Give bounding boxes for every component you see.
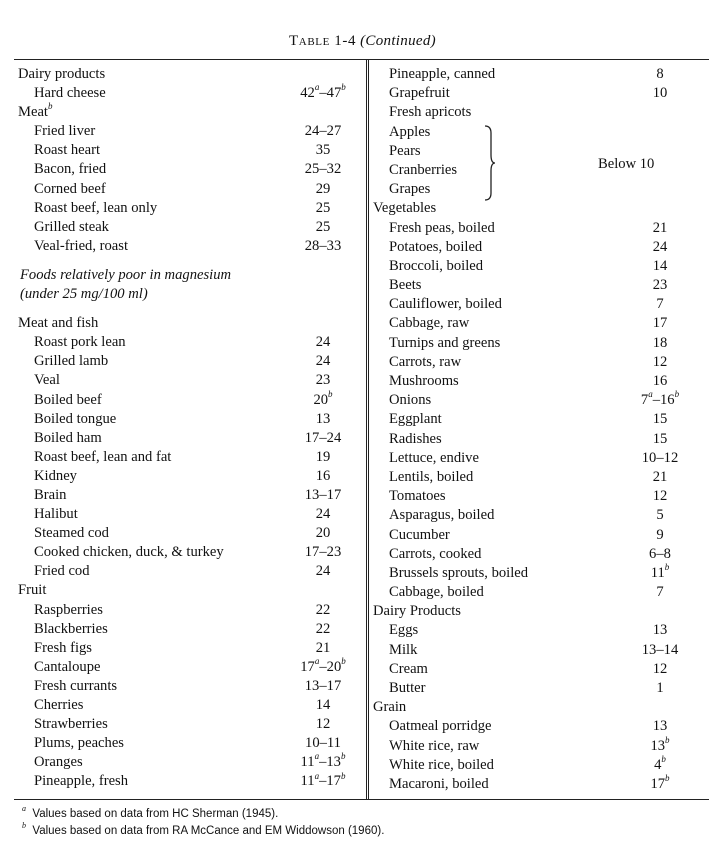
magnesium-value: 17 xyxy=(652,315,668,332)
table-row xyxy=(18,655,360,677)
food-label: (under 25 mg/100 ml) xyxy=(20,286,148,303)
food-label: Tomatoes xyxy=(389,488,446,505)
table-row xyxy=(373,564,698,583)
table-continued-label: (Continued) xyxy=(360,33,436,49)
magnesium-value: 13–17 xyxy=(304,677,342,694)
table-title xyxy=(0,33,725,50)
footnote-ref: b xyxy=(674,389,680,400)
food-label: Potatoes, boiled xyxy=(389,238,483,255)
table-row xyxy=(18,772,360,791)
table-row xyxy=(18,237,360,256)
food-label: Raspberries xyxy=(34,601,103,618)
table-row xyxy=(18,199,360,218)
food-label: Roast beef, lean only xyxy=(34,199,158,216)
magnesium-value: 18 xyxy=(652,334,668,351)
category-row xyxy=(18,581,360,600)
table-row xyxy=(18,352,360,371)
food-label: Pineapple, fresh xyxy=(34,773,129,790)
table-row xyxy=(373,775,698,794)
table-row xyxy=(373,391,698,410)
table-row xyxy=(18,734,360,753)
table-row xyxy=(373,526,698,545)
food-label: Dairy Products xyxy=(373,603,461,620)
food-label: Pineapple, canned xyxy=(389,66,496,82)
food-label: Oranges xyxy=(34,754,83,771)
food-label: Grapes xyxy=(389,181,431,198)
footnote-ref: a xyxy=(314,751,320,762)
food-label: Fried cod xyxy=(34,563,90,580)
food-label: Fresh figs xyxy=(34,639,92,656)
food-label: Fresh currants xyxy=(34,677,118,694)
food-label: Cream xyxy=(389,660,428,677)
table-row xyxy=(373,506,698,525)
table-row xyxy=(18,620,360,639)
table-row xyxy=(373,276,698,295)
table-row xyxy=(373,734,698,756)
food-label: Beets xyxy=(389,277,422,294)
magnesium-value: 7 xyxy=(656,296,664,313)
magnesium-value: 17–23 xyxy=(304,544,342,561)
food-label: Strawberries xyxy=(34,716,108,733)
food-label: White rice, boiled xyxy=(389,756,494,773)
note-row xyxy=(18,266,360,285)
food-label: Meat and fish xyxy=(18,315,99,332)
food-label: Meat$^b$ xyxy=(18,101,53,121)
food-label: Kidney xyxy=(34,467,77,484)
food-label: Cabbage, boiled xyxy=(389,584,484,601)
footnote-ref: b xyxy=(665,773,670,784)
magnesium-value: 24 xyxy=(315,353,331,370)
table-row xyxy=(373,717,698,736)
bracket-value: Below 10 xyxy=(598,156,655,172)
table-row xyxy=(373,430,698,449)
magnesium-value: 22 xyxy=(315,620,331,637)
magnesium-value: 24–27 xyxy=(304,123,342,140)
food-label: Mushrooms xyxy=(389,373,459,389)
category-row xyxy=(18,65,360,84)
magnesium-value: 6–8 xyxy=(649,545,671,562)
footnote-mark: b xyxy=(22,821,26,831)
magnesium-value: 24 xyxy=(652,238,668,255)
food-label: Lettuce, endive xyxy=(389,449,479,466)
magnesium-value: 13–14 xyxy=(641,641,679,658)
food-label: Cherries xyxy=(34,697,84,713)
table-row xyxy=(373,487,698,506)
food-label: Onions xyxy=(389,392,432,409)
food-label: Grain xyxy=(373,699,407,716)
magnesium-value: 28–33 xyxy=(304,237,342,254)
magnesium-value: 16 xyxy=(652,373,668,389)
magnesium-value: 22 xyxy=(315,601,331,618)
magnesium-value: 10–12 xyxy=(641,449,679,466)
table-row xyxy=(373,545,698,564)
category-row xyxy=(373,602,698,621)
food-label: Boiled tongue xyxy=(34,410,117,427)
table-row xyxy=(373,257,698,276)
table-row xyxy=(18,467,360,486)
magnesium-value: 13 xyxy=(652,622,668,639)
magnesium-value: 29 xyxy=(315,180,331,197)
food-label: Eggs xyxy=(389,622,419,639)
spacer xyxy=(18,256,360,266)
magnesium-value: 12 xyxy=(652,353,668,370)
food-label: Cantaloupe xyxy=(34,658,101,675)
table-row xyxy=(18,333,360,352)
magnesium-value: 15 xyxy=(652,430,668,447)
table-row xyxy=(373,621,698,640)
food-label: Grapefruit xyxy=(389,85,450,102)
footnote-ref: b xyxy=(340,770,346,781)
magnesium-value: 13–17 xyxy=(304,486,342,503)
magnesium-value: 11$^b$ xyxy=(650,562,670,581)
food-label: Cabbage, raw xyxy=(389,315,470,332)
magnesium-value: 24 xyxy=(315,506,331,523)
food-label: Hard cheese xyxy=(34,85,106,102)
table-row xyxy=(373,679,698,698)
table-row xyxy=(373,468,698,487)
table-row xyxy=(18,753,360,772)
magnesium-value: 13$^b$ xyxy=(650,734,670,754)
table-row xyxy=(373,753,698,775)
food-label: Fruit xyxy=(18,582,47,599)
footnote-ref: a xyxy=(314,82,320,93)
food-label: Vegetables xyxy=(373,200,437,217)
food-label: Roast pork lean xyxy=(34,334,126,351)
magnesium-value: 5 xyxy=(656,507,664,524)
food-label: Carrots, raw xyxy=(389,353,462,370)
food-label: Foods relatively poor in magnesium xyxy=(20,266,232,283)
magnesium-value: 42$^a$–47$^b$ xyxy=(300,82,346,102)
table-row xyxy=(18,141,360,160)
table-row xyxy=(373,295,698,314)
table-row xyxy=(373,641,698,660)
magnesium-value: 14 xyxy=(652,257,668,274)
food-label: Cooked chicken, duck, & turkey xyxy=(34,544,224,561)
food-label: Cucumber xyxy=(389,526,450,543)
magnesium-value: 20$^b$ xyxy=(313,388,333,408)
food-label: Brain xyxy=(34,486,67,503)
food-label: Pears xyxy=(389,142,421,159)
food-label: Broccoli, boiled xyxy=(389,257,484,274)
magnesium-value: 13 xyxy=(652,718,668,735)
magnesium-value: 15 xyxy=(652,411,668,428)
food-label: Grilled lamb xyxy=(34,353,109,370)
magnesium-value: 17–24 xyxy=(304,429,342,446)
table-row xyxy=(373,103,698,122)
footnote-a xyxy=(22,804,279,820)
magnesium-value: 17$^a$–20$^b$ xyxy=(300,655,346,675)
footnote-text: Values based on data from RA McCance and EM Widdowson (1960). xyxy=(32,825,385,837)
magnesium-value: 24 xyxy=(315,334,331,351)
food-label: Roast heart xyxy=(34,142,101,159)
table-row xyxy=(18,84,360,103)
table-row xyxy=(18,601,360,620)
table-row xyxy=(18,122,360,141)
table-row xyxy=(18,218,360,237)
magnesium-value: 8 xyxy=(656,66,664,82)
table-row xyxy=(18,486,360,505)
food-label: Steamed cod xyxy=(34,525,109,542)
footnote-mark: a xyxy=(22,804,26,814)
footnote-ref: b xyxy=(664,562,670,573)
footnote-b xyxy=(22,821,385,837)
table-row xyxy=(18,410,360,429)
magnesium-value: 11$^a$–17$^b$ xyxy=(300,770,346,790)
food-label: Oatmeal porridge xyxy=(389,718,492,735)
footnote-ref: a xyxy=(648,389,653,400)
food-label: Macaroni, boiled xyxy=(389,775,489,792)
food-label: Cauliflower, boiled xyxy=(389,296,502,313)
table-bottom-rule xyxy=(14,799,709,800)
magnesium-value: 20 xyxy=(315,525,331,542)
magnesium-value: 7$^a$–16$^b$ xyxy=(640,389,680,409)
magnesium-value: 25–32 xyxy=(304,161,342,178)
magnesium-value: 23 xyxy=(652,277,668,294)
left-column xyxy=(18,65,360,791)
food-label: Radishes xyxy=(389,430,442,447)
food-label: Bacon, fried xyxy=(34,161,107,178)
food-label: Turnips and greens xyxy=(389,334,501,351)
note-row xyxy=(18,285,360,304)
magnesium-value: 7 xyxy=(656,584,664,601)
magnesium-value: 1 xyxy=(656,680,664,696)
table-row xyxy=(373,238,698,257)
magnesium-value: 21 xyxy=(315,639,331,656)
magnesium-value: 11$^a$–13$^b$ xyxy=(300,751,346,771)
table-row xyxy=(18,448,360,467)
magnesium-value: 21 xyxy=(652,219,668,236)
table-row xyxy=(18,543,360,562)
category-row xyxy=(373,698,698,717)
category-row xyxy=(18,103,360,122)
table-row xyxy=(373,123,698,142)
table-row xyxy=(373,353,698,372)
table-row xyxy=(18,562,360,581)
food-label: Lentils, boiled xyxy=(389,468,474,485)
food-label: Cranberries xyxy=(389,161,458,178)
footnote-ref: b xyxy=(665,734,670,745)
food-label: Blackberries xyxy=(34,620,108,637)
footnote-ref: b xyxy=(661,753,666,764)
magnesium-value: 10–11 xyxy=(305,735,341,752)
magnesium-value: 10 xyxy=(652,85,668,102)
food-label: Butter xyxy=(389,680,426,696)
table-row xyxy=(18,505,360,524)
table-number: Table 1-4 xyxy=(289,33,357,49)
food-label: Roast beef, lean and fat xyxy=(34,448,172,465)
food-label: Boiled beef xyxy=(34,391,102,408)
table-row xyxy=(18,160,360,179)
magnesium-value: 24 xyxy=(315,563,331,580)
food-label: Fresh peas, boiled xyxy=(389,219,495,236)
table-row xyxy=(18,696,360,715)
table-row xyxy=(18,429,360,448)
footnote-ref: b xyxy=(341,82,346,93)
magnesium-value: 25 xyxy=(315,218,331,235)
food-label: Grilled steak xyxy=(34,218,109,235)
food-label: Brussels sprouts, boiled xyxy=(389,564,529,581)
food-label: Dairy products xyxy=(18,66,106,82)
magnesium-value: 14 xyxy=(315,697,331,713)
magnesium-value: 12 xyxy=(652,488,668,505)
magnesium-value: 12 xyxy=(652,660,668,677)
food-label: Milk xyxy=(389,641,418,658)
magnesium-value: 12 xyxy=(315,716,331,733)
food-label: Plums, peaches xyxy=(34,735,124,752)
table-row xyxy=(373,334,698,353)
food-label: Veal-fried, roast xyxy=(34,237,129,254)
right-column xyxy=(373,65,698,794)
footnote-ref: b xyxy=(341,655,346,666)
table-row xyxy=(18,715,360,734)
food-label: Apples xyxy=(389,123,431,140)
table-row xyxy=(18,180,360,199)
footnote-ref: b xyxy=(340,751,346,762)
table-row xyxy=(373,219,698,238)
footnote-ref: a xyxy=(314,770,320,781)
magnesium-value: 19 xyxy=(315,448,331,465)
magnesium-value: 25 xyxy=(315,199,331,216)
table-row xyxy=(18,677,360,696)
category-row xyxy=(18,314,360,333)
table-row xyxy=(373,583,698,602)
category-row xyxy=(373,199,698,218)
magnesium-value: 35 xyxy=(315,142,331,159)
food-label: Veal xyxy=(34,372,60,389)
table-row xyxy=(373,65,698,84)
food-label: White rice, raw xyxy=(389,737,480,754)
column-divider xyxy=(366,60,369,799)
table-row xyxy=(18,371,360,390)
table-row xyxy=(373,410,698,429)
footnote-ref: b xyxy=(48,101,53,112)
magnesium-value: 23 xyxy=(315,372,331,389)
footnote-ref: b xyxy=(328,388,333,399)
footnote-ref: a xyxy=(314,655,320,666)
table-row xyxy=(373,660,698,679)
table-row xyxy=(373,84,698,103)
table-top-rule xyxy=(14,59,709,60)
table-row xyxy=(373,449,698,468)
magnesium-value: 9 xyxy=(656,526,664,543)
magnesium-value: 21 xyxy=(652,468,668,485)
food-label: Asparagus, boiled xyxy=(389,507,495,524)
spacer xyxy=(18,304,360,314)
table-row xyxy=(18,524,360,543)
table-row xyxy=(18,639,360,658)
magnesium-value: 4$^b$ xyxy=(654,753,666,773)
table-row xyxy=(373,180,698,199)
table-row xyxy=(373,314,698,333)
food-label: Halibut xyxy=(34,506,78,523)
food-label: Carrots, cooked xyxy=(389,545,482,562)
table-row xyxy=(18,388,360,410)
footnote-text: Values based on data from HC Sherman (1945). xyxy=(32,808,279,820)
right-brace xyxy=(484,125,496,201)
magnesium-value: 16 xyxy=(315,467,331,484)
food-label: Fried liver xyxy=(34,123,96,140)
magnesium-value: 13 xyxy=(315,410,331,427)
magnesium-value: 17$^b$ xyxy=(650,773,670,792)
food-label: Corned beef xyxy=(34,180,106,197)
food-label: Boiled ham xyxy=(34,429,102,446)
food-label: Eggplant xyxy=(389,411,442,428)
food-label: Fresh apricots xyxy=(389,104,472,121)
